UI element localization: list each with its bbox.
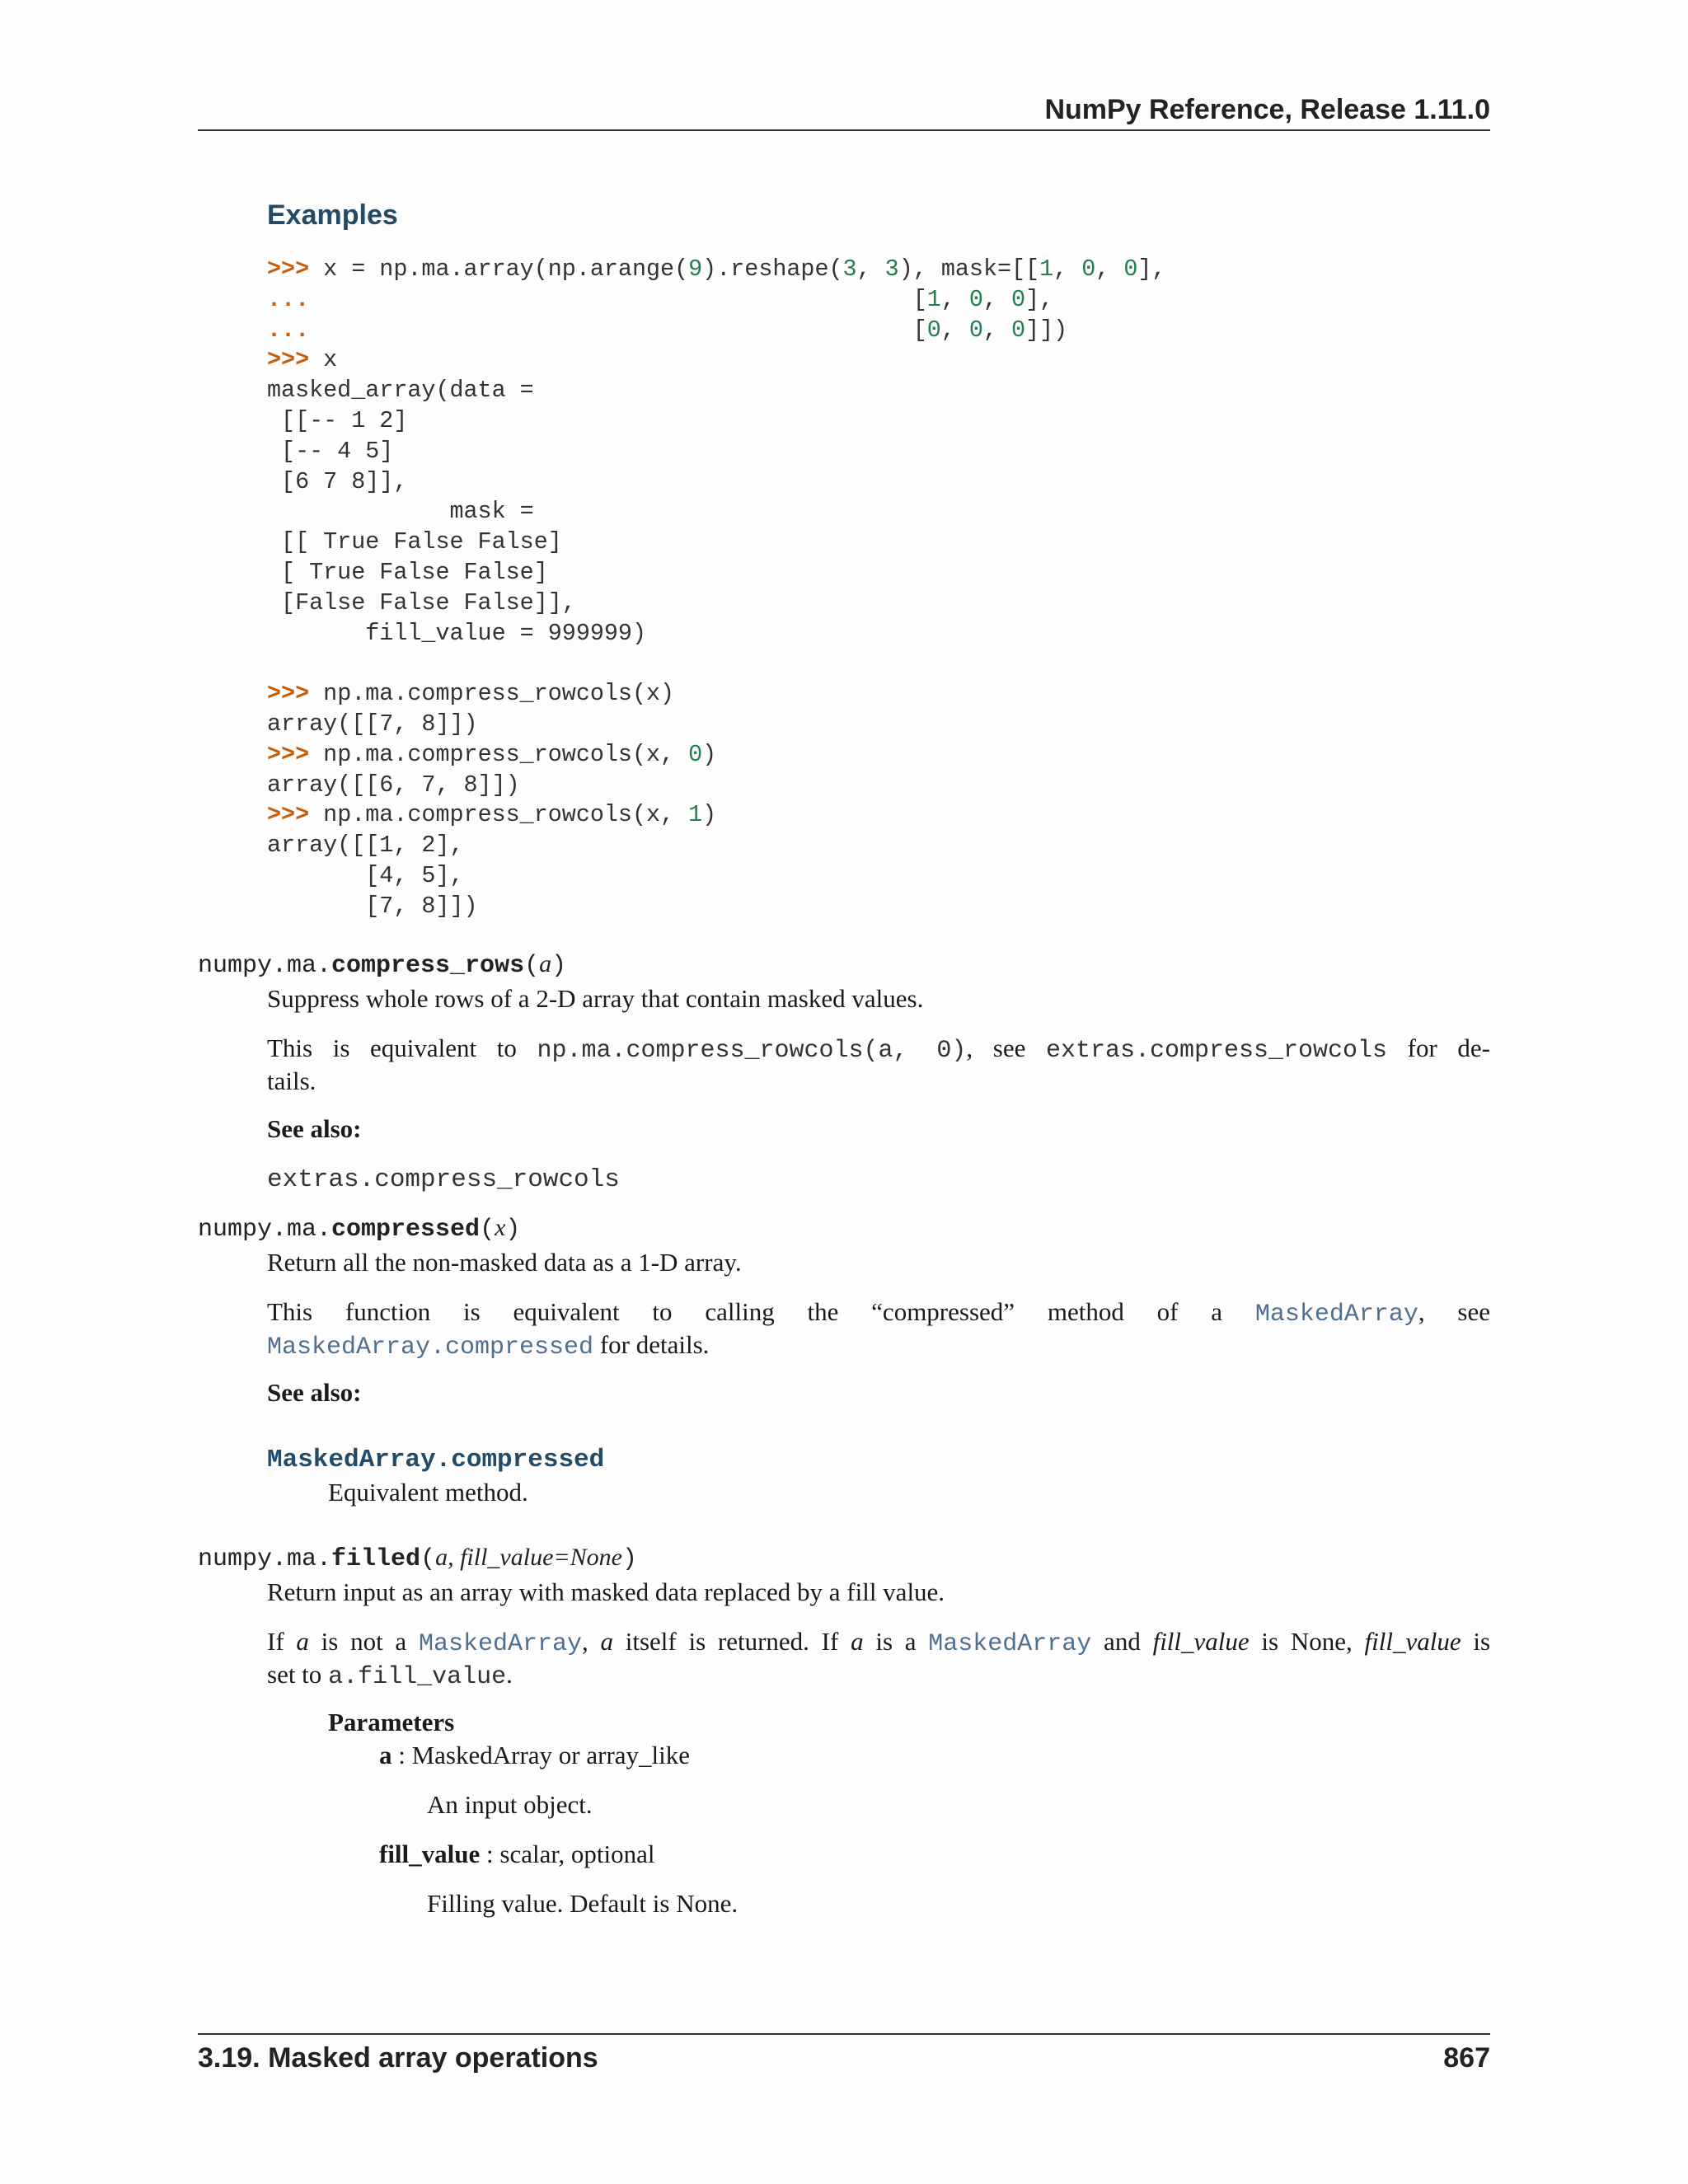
compress-rows-description-cont: tails. <box>267 1066 316 1095</box>
code-text: [-- 4 5] <box>267 437 394 465</box>
signature-compressed <box>198 1214 520 1244</box>
text-run: If <box>267 1627 297 1656</box>
signature-function-name: compress_rows <box>331 952 525 980</box>
see-also-label: See also: <box>267 1114 362 1143</box>
filled-description-cont <box>267 1658 1490 1694</box>
code-number: 0 <box>926 316 941 344</box>
code-line <box>267 406 1165 437</box>
signature-open-paren: ( <box>480 1216 495 1244</box>
compress-rows-description <box>267 1032 1490 1067</box>
code-text: np.ma.compress_rowcols(x) <box>323 680 675 708</box>
code-text: masked_array(data = <box>267 377 534 405</box>
running-header: NumPy Reference, Release 1.11.0 <box>1044 94 1490 125</box>
code-text: [[ True False False] <box>267 528 562 556</box>
code-text: , <box>982 285 1012 313</box>
code-number: 0 <box>968 316 983 344</box>
text-run: , see <box>966 1033 1046 1062</box>
code-line <box>267 558 1165 588</box>
parameters-label: Parameters <box>328 1708 455 1736</box>
code-line <box>267 497 1165 527</box>
code-line <box>267 649 1165 679</box>
signature-function-name: filled <box>331 1545 421 1573</box>
code-line <box>267 861 1165 892</box>
code-prompt: >>> <box>267 346 324 374</box>
signature-compress-rows <box>198 950 566 980</box>
param-type: : MaskedArray or array_like <box>392 1741 691 1769</box>
param-a-description: An input object. <box>427 1790 593 1819</box>
text-run: fill_value <box>1364 1627 1461 1656</box>
compressed-summary: Return all the non-masked data as a 1-D array. <box>267 1248 742 1277</box>
maskedarray-compressed-link[interactable]: MaskedArray.compressed <box>267 1333 594 1361</box>
code-text: fill_value = 999999) <box>267 619 647 647</box>
compressed-description <box>267 1296 1490 1331</box>
code-line <box>267 771 1165 801</box>
code-number: 0 <box>1123 255 1138 283</box>
code-text: [7, 8]]) <box>267 892 478 920</box>
code-text: [ True False False] <box>267 558 548 586</box>
see-also-item: extras.compress_rowcols <box>267 1165 620 1194</box>
maskedarray-link[interactable]: MaskedArray <box>418 1630 582 1658</box>
param-fill-value <box>379 1840 655 1869</box>
maskedarray-link[interactable]: MaskedArray <box>1254 1301 1418 1329</box>
signature-argument: a <box>539 950 552 977</box>
maskedarray-link[interactable]: MaskedArray <box>928 1630 1092 1658</box>
code-text: [[-- 1 2] <box>267 406 408 434</box>
code-text: ], <box>1025 285 1054 313</box>
code-number: 0 <box>1081 255 1096 283</box>
filled-summary: Return input as an array with masked data replaced by a fill value. <box>267 1577 945 1606</box>
text-run: This is equivalent to <box>267 1033 537 1062</box>
footer-section-title: 3.19. Masked array operations <box>198 2042 598 2074</box>
code-text: x <box>323 346 338 374</box>
code-line <box>267 679 1165 710</box>
code-number: 1 <box>688 801 703 829</box>
compressed-description-cont <box>267 1329 1490 1364</box>
code-text: ], <box>1137 255 1166 283</box>
code-line <box>267 800 1165 831</box>
code-text: np.ma.compress_rowcols(x, <box>323 740 689 768</box>
text-run: set to <box>267 1660 329 1689</box>
examples-heading: Examples <box>267 199 398 231</box>
code-line <box>267 527 1165 558</box>
code-number: 1 <box>1039 255 1054 283</box>
code-number: 3 <box>884 255 899 283</box>
code-prompt: >>> <box>267 680 324 708</box>
code-number: 1 <box>926 285 941 313</box>
code-text: , <box>1095 255 1124 283</box>
code-text: [False False False]], <box>267 588 576 616</box>
code-text: , <box>982 316 1012 344</box>
signature-filled <box>198 1544 637 1573</box>
signature-module: numpy.ma. <box>198 952 332 980</box>
param-name: a <box>379 1741 392 1769</box>
text-run: , <box>582 1627 601 1656</box>
see-also-description: Equivalent method. <box>328 1478 528 1507</box>
code-text: mask = <box>267 498 534 526</box>
text-run: This function is equivalent to calling the “compressed” method of a <box>267 1297 1255 1326</box>
text-run: fill_value <box>1152 1627 1250 1656</box>
code-text: [4, 5], <box>267 861 464 889</box>
signature-close-paren: ) <box>551 952 567 980</box>
code-line <box>267 316 1165 346</box>
code-text: ), mask=[[ <box>898 255 1040 283</box>
code-text: x = np.ma.array(np.arange( <box>323 255 689 283</box>
code-number: 0 <box>1011 316 1026 344</box>
param-name: fill_value <box>379 1840 481 1868</box>
code-text: [ <box>323 285 927 313</box>
param-type: : scalar, optional <box>480 1840 655 1868</box>
code-text: , <box>940 285 969 313</box>
inline-code: np.ma.compress_rowcols(a, 0) <box>537 1037 967 1065</box>
code-number: 3 <box>842 255 857 283</box>
text-run: is None, <box>1249 1627 1365 1656</box>
code-line <box>267 588 1165 619</box>
signature-close-paren: ) <box>505 1216 521 1244</box>
text-run: is not a <box>308 1627 419 1656</box>
param-a <box>379 1741 690 1770</box>
code-prompt: >>> <box>267 801 324 829</box>
code-line <box>267 710 1165 740</box>
signature-argument: x <box>495 1214 506 1241</box>
footer-rule <box>198 2033 1490 2035</box>
code-text: , <box>1053 255 1082 283</box>
code-text: array([[6, 7, 8]]) <box>267 771 520 799</box>
code-prompt: ... <box>267 316 324 344</box>
code-number: 0 <box>1011 285 1026 313</box>
header-rule <box>198 129 1490 131</box>
code-prompt: >>> <box>267 740 324 768</box>
param-fill-value-description: Filling value. Default is None. <box>427 1889 738 1918</box>
text-run: a <box>851 1627 864 1656</box>
code-text: ) <box>702 801 717 829</box>
code-line <box>267 345 1165 376</box>
text-run: is <box>1461 1627 1491 1656</box>
code-text: ).reshape( <box>702 255 843 283</box>
text-run: itself is returned. If <box>613 1627 851 1656</box>
code-text: [6 7 8]], <box>267 467 408 495</box>
code-line <box>267 467 1165 498</box>
signature-module: numpy.ma. <box>198 1545 332 1573</box>
compress-rows-summary: Suppress whole rows of a 2-D array that contain masked values. <box>267 984 924 1013</box>
code-prompt: >>> <box>267 255 324 283</box>
code-example-block <box>267 255 1165 922</box>
text-run: for details. <box>593 1330 710 1359</box>
text-run: . <box>506 1660 513 1689</box>
signature-open-paren: ( <box>420 1545 436 1573</box>
code-number: 9 <box>688 255 703 283</box>
code-line <box>267 376 1165 406</box>
see-also-link[interactable]: MaskedArray.compressed <box>267 1446 605 1474</box>
code-line <box>267 619 1165 649</box>
signature-close-paren: ) <box>621 1545 637 1573</box>
code-line <box>267 892 1165 922</box>
text-run: , see <box>1418 1297 1490 1326</box>
code-text: , <box>940 316 969 344</box>
code-line <box>267 831 1165 861</box>
code-number: 0 <box>688 740 703 768</box>
text-run: a <box>600 1627 613 1656</box>
text-run: for de- <box>1387 1033 1490 1062</box>
signature-function-name: compressed <box>331 1216 481 1244</box>
code-prompt: ... <box>267 285 324 313</box>
signature-module: numpy.ma. <box>198 1216 332 1244</box>
code-text: , <box>856 255 885 283</box>
code-line <box>267 285 1165 316</box>
signature-arguments: a, fill_value=None <box>435 1544 622 1571</box>
signature-open-paren: ( <box>524 952 540 980</box>
page-number: 867 <box>1443 2042 1490 2074</box>
code-text: np.ma.compress_rowcols(x, <box>323 801 689 829</box>
inline-code: a.fill_value <box>328 1663 507 1691</box>
inline-code: extras.compress_rowcols <box>1045 1037 1388 1065</box>
code-text: [ <box>323 316 927 344</box>
code-line <box>267 255 1165 285</box>
filled-description <box>267 1625 1490 1661</box>
code-text: array([[1, 2], <box>267 832 464 860</box>
code-text: ) <box>702 740 717 768</box>
text-run: is a <box>863 1627 929 1656</box>
code-text: array([[7, 8]]) <box>267 710 478 738</box>
text-run: a <box>296 1627 309 1656</box>
text-run: and <box>1091 1627 1153 1656</box>
code-line <box>267 740 1165 771</box>
code-number: 0 <box>968 285 983 313</box>
see-also-label: See also: <box>267 1378 362 1407</box>
code-line <box>267 437 1165 467</box>
code-text: ]]) <box>1025 316 1068 344</box>
